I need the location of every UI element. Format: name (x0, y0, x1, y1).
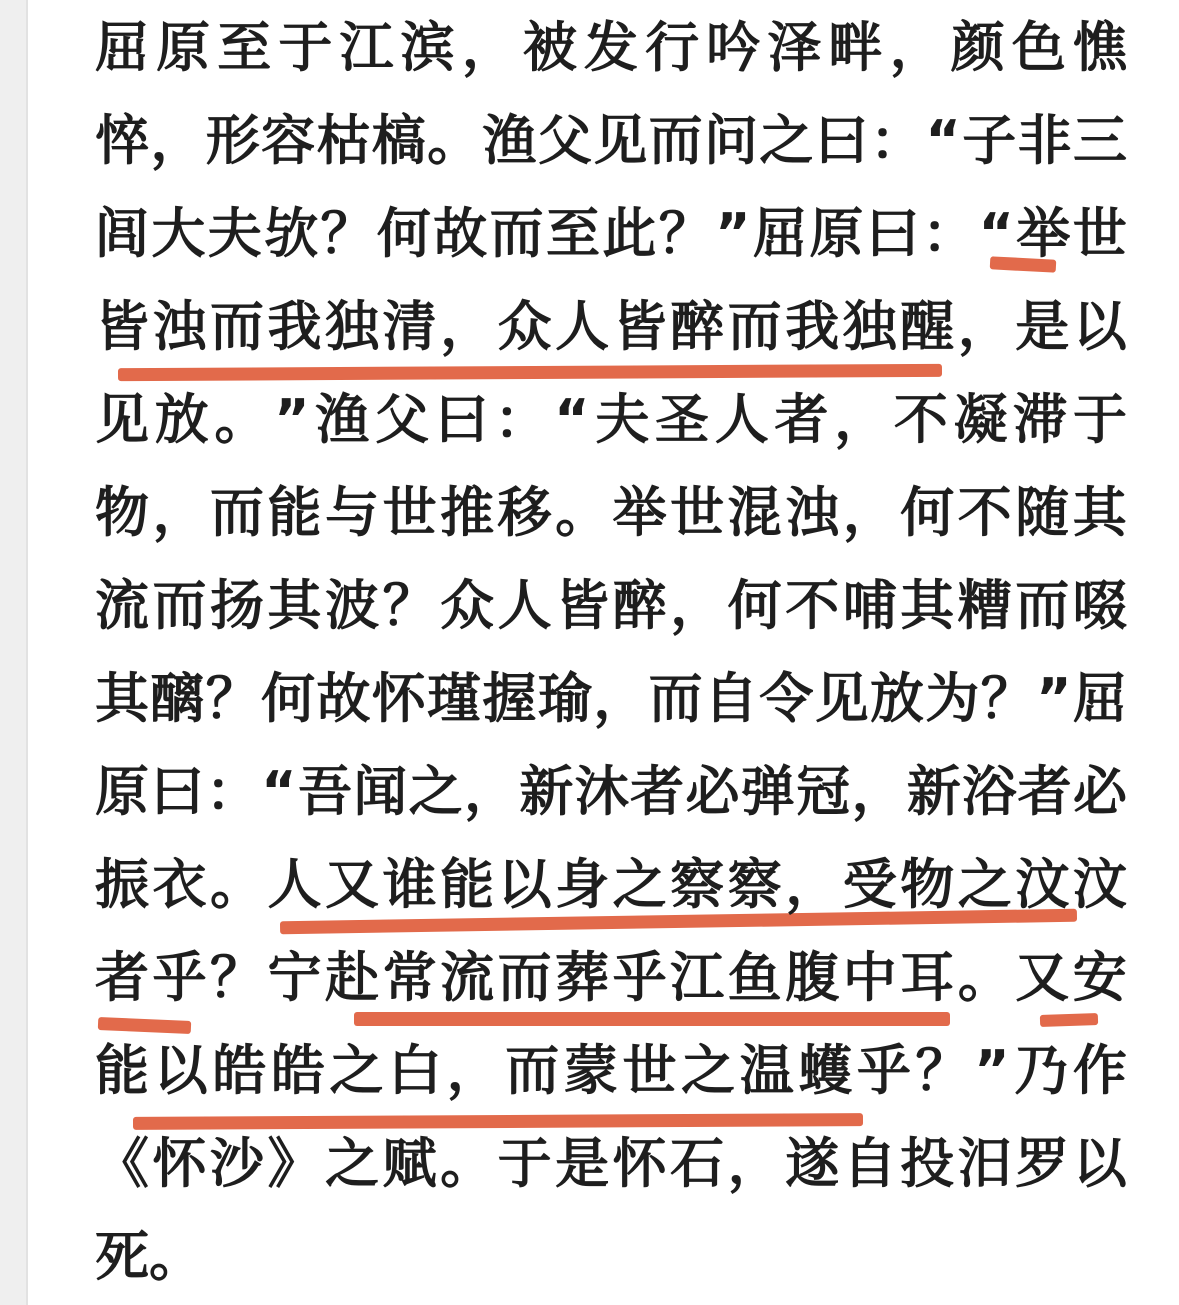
text-line-6: 物 ， 而 能 与 世 推 移 。 举 世 混 浊 ， 何 不 随 其 (95, 481, 1127, 544)
article-text (95, 1, 1127, 1303)
text-line-3: 闾 大 夫 欤 ？ 何 故 而 至 此 ？ ” 屈 原 曰 ： “ 举 世 (95, 202, 1127, 265)
text-line-2: 悴 ， 形 容 枯 槁 。 渔 父 见 而 问 之 曰 ： “ 子 非 三 (95, 109, 1127, 172)
text-line-12: 能 以 皓 皓 之 白 ， 而 蒙 世 之 温 蠖 乎 ？ ” 乃 作 (95, 1039, 1127, 1102)
text-line-14: 死 。 (95, 1225, 203, 1288)
text-line-7: 流 而 扬 其 波 ？ 众 人 皆 醉 ， 何 不 哺 其 糟 而 啜 (95, 574, 1127, 637)
text-line-4: 皆 浊 而 我 独 清 ， 众 人 皆 醉 而 我 独 醒 ， 是 以 (95, 295, 1127, 358)
text-line-11: 者 乎 ？ 宁 赴 常 流 而 葬 乎 江 鱼 腹 中 耳 。 又 安 (95, 946, 1127, 1009)
text-line-9: 原 曰 ： “ 吾 闻 之 ， 新 沐 者 必 弹 冠 ， 新 浴 者 必 (95, 760, 1127, 823)
text-line-13: 《 怀 沙 》 之 赋 。 于 是 怀 石 ， 遂 自 投 汨 罗 以 (95, 1132, 1127, 1195)
text-line-8: 其 醨 ？ 何 故 怀 瑾 握 瑜 ， 而 自 令 见 放 为 ？ ” 屈 (95, 667, 1127, 730)
text-line-1: 屈 原 至 于 江 滨 ， 被 发 行 吟 泽 畔 ， 颜 色 憔 (95, 16, 1127, 79)
text-line-10: 振 衣 。 人 又 谁 能 以 身 之 察 察 ， 受 物 之 汶 汶 (95, 853, 1127, 916)
text-line-5: 见 放 。 ” 渔 父 曰 ： “ 夫 圣 人 者 ， 不 凝 滞 于 (95, 388, 1127, 451)
